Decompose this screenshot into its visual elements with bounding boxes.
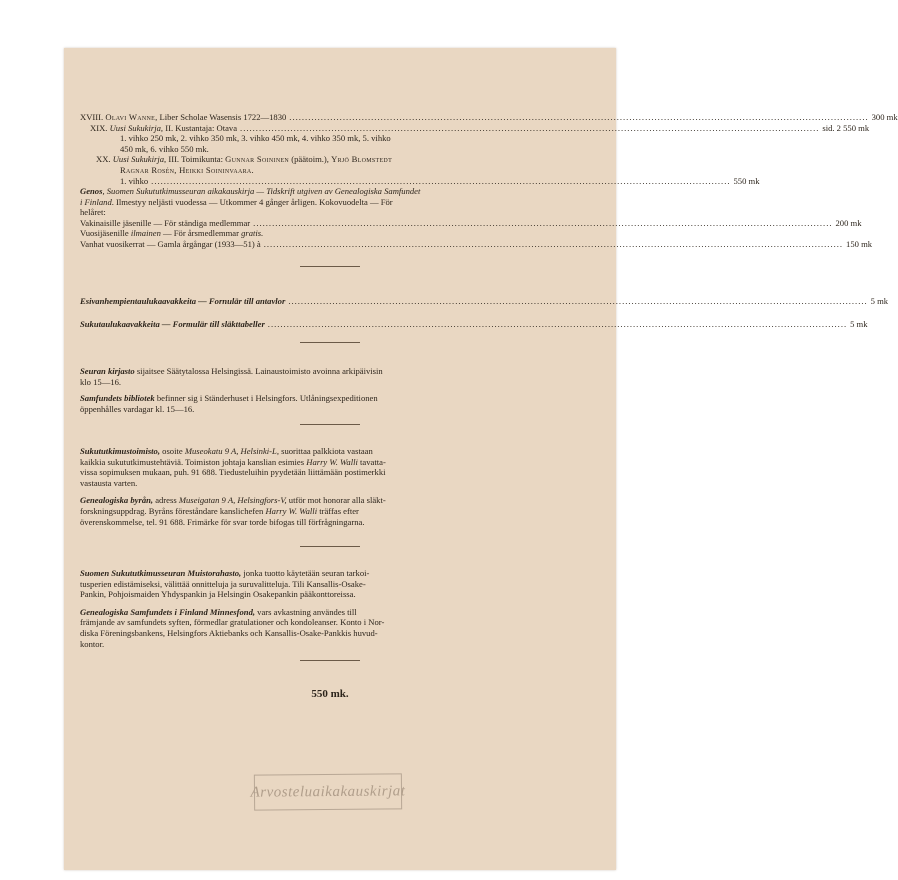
leader-dots (288, 296, 867, 307)
stamp-label: Arvosteluaikakauskirjat (254, 773, 402, 810)
office-text: vissa sopimuksen mukaan, puh. 91 688. Tiedusteluihin pyydetään liittämään postimerkki (80, 467, 386, 478)
item-title: Uusi Sukukirja (109, 122, 161, 133)
office-text: osoite (160, 446, 185, 456)
subscription-note: ilmainen (130, 228, 161, 239)
journal-info: helåret: (80, 207, 106, 218)
item-detail: 450 mk, 6. vihko 550 mk. (120, 143, 209, 154)
office-text: kaikkia sukututkimustehtäviä. Toimiston johtaja kanslian esimies (80, 456, 307, 467)
leader-dots (240, 123, 819, 134)
journal-name: Genos (80, 186, 103, 196)
leader-dots (264, 239, 843, 250)
fund-title-fi: Suomen Sukututkimusseuran Muistorahasto, (80, 568, 242, 578)
fund-text: Pankin, Pohjoismaiden Yhdyspankin ja Helsingin Osakepankin pääkonttoreissa. (80, 589, 356, 600)
office-section (80, 446, 520, 527)
library-text: öppenhålles vardagar kl. 15—16. (80, 403, 195, 414)
library-text: sijaitsee Säätytalossa Helsingissä. Lainaustoimisto avoinna arkipäivisin (134, 366, 383, 376)
office-address: Museigatan 9 A, Helsingfors-V, (178, 495, 287, 506)
fund-text: kontor. (80, 638, 105, 649)
fund-text: främjande av samfundets syften, förmedlar gratulationer och kondoleanser. Konto i Nor- (80, 617, 385, 628)
office-title-sv: Genealogiska byrån, (80, 495, 154, 506)
item-detail (80, 165, 520, 176)
item-title: Uusi Sukukirja (112, 154, 165, 165)
forms-section (80, 296, 889, 329)
office-text: träffas efter (317, 505, 359, 516)
subscription-label: — För årsmedlemmar (160, 228, 242, 239)
list-item-xviii (80, 112, 898, 123)
subscription-price: 200 mk (835, 217, 862, 228)
subscription-label: Vuosijäsenille (80, 228, 131, 239)
journal-subtitle: i Finland (80, 196, 112, 207)
office-text: utför mot honorar alla släkt- (286, 495, 386, 506)
library-title-sv: Samfundets bibliotek (80, 393, 155, 404)
library-text: klo 15—16. (80, 376, 122, 387)
leader-dots (289, 112, 868, 123)
office-text: överenskommelse, tel. 91 688. Frimärke för svar torde bifogas till förfrågningarna. (80, 516, 365, 527)
item-title: , Liber Scholae Wasensis 1722—1830 (155, 112, 287, 122)
member-names: Ragnar Rosén, Heikki Soininvaara (120, 164, 252, 175)
item-publisher: , II. Kustantaja: Otava (160, 122, 238, 133)
fund-title-sv: Genealogiska Samfundets i Finland Minnesfond, (80, 606, 256, 617)
office-address: Museokatu 9 A, Helsinki-L, (184, 446, 279, 456)
back-issues-label: Vanhat vuosikerrat — Gamla årgångar (1933—51) à (80, 238, 261, 249)
divider (300, 342, 360, 343)
list-item-xix (80, 122, 870, 134)
leader-dots (253, 218, 832, 229)
fund-text: vars avkastning användes till (255, 606, 357, 617)
editor-role: (päätoim.), (289, 154, 332, 165)
journal-info: . Ilmestyy neljästi vuodessa — Utkommer 4 gånger årligen. Kokovuodelta — För (111, 196, 393, 207)
punctuation: . (251, 164, 254, 175)
office-text: forskningsuppdrag. Byråns föreståndare kanslichefen (80, 505, 266, 516)
member-name: Yrjö Blomstedt (331, 154, 393, 165)
director-name: Harry W. Walli (265, 505, 318, 516)
item-number: XVIII. (80, 112, 104, 122)
office-title-fi: Sukututkimustoimisto, (80, 446, 161, 456)
item-number: XIX. (90, 122, 108, 133)
divider (300, 546, 360, 547)
form-item (80, 318, 868, 330)
office-text: tavatta- (357, 456, 386, 467)
library-section (80, 366, 520, 414)
item-price: sid. 2 550 mk (822, 122, 870, 133)
fund-text: jonka tuotto käytetään seuran tarkoi- (241, 568, 370, 578)
list-item-xx (80, 154, 520, 165)
form-item (80, 296, 889, 307)
divider (300, 424, 360, 425)
divider (300, 266, 360, 267)
form-label: Esivanhempientaulukaavakkeita — Fornulär till antavlor (80, 296, 286, 306)
item-number: XX. (96, 154, 111, 165)
item-detail-price (80, 175, 760, 187)
form-price: 5 mk (870, 296, 889, 306)
fund-section (80, 568, 520, 649)
director-name: Harry W. Walli (306, 456, 358, 467)
item-detail: 1. vihko (120, 175, 149, 186)
fund-text: diska Föreningsbankens, Helsingfors Aktiebanks och Kansallis-Osake-Pankkis huvud- (80, 627, 378, 638)
office-text: vastausta varten. (80, 477, 138, 488)
item-author: Olavi Wanne (105, 112, 156, 122)
fund-text: tusperien edistämiseksi, välittää onnitteluja ja suruvalitteluja. Tili Kansallis-Osake- (80, 578, 366, 589)
form-label: Sukutaulukaavakkeita — Formulär till släkttabeller (80, 318, 265, 329)
item-price: 300 mk (871, 112, 898, 122)
item-committee: , III. Toimikunta: (164, 154, 226, 165)
item-detail: 1. vihko 250 mk, 2. vihko 350 mk, 3. vihko 450 mk, 4. vihko 350 mk, 5. vihko (120, 133, 391, 144)
journal-subtitle: , Suomen Sukututkimusseuran aikakauskirja — Tidskrift utgiven av Genealogiska Samfundet (102, 186, 421, 196)
back-issues-price: 150 mk (846, 238, 873, 249)
leader-dots (268, 319, 847, 330)
cover-price: 550 mk. (311, 688, 349, 700)
office-text: suorittaa palkkiota vastaan (278, 446, 373, 456)
library-title-fi: Seuran kirjasto (80, 366, 135, 376)
publication-list (80, 112, 898, 186)
form-price: 5 mk (850, 318, 868, 329)
genos-section (80, 186, 873, 250)
divider (300, 660, 360, 661)
leader-dots (151, 176, 730, 187)
office-text: adress (153, 495, 179, 506)
subscription-note: gratis. (241, 228, 264, 239)
subscription-label: Vakinaisille jäsenille — För ständiga medlemmar (80, 217, 251, 228)
editor-name: Gunnar Soininen (225, 154, 290, 165)
library-text: befinner sig i Ständerhuset i Helsingfors. Utlåningsexpeditionen (154, 393, 378, 404)
item-price: 550 mk (733, 175, 760, 186)
